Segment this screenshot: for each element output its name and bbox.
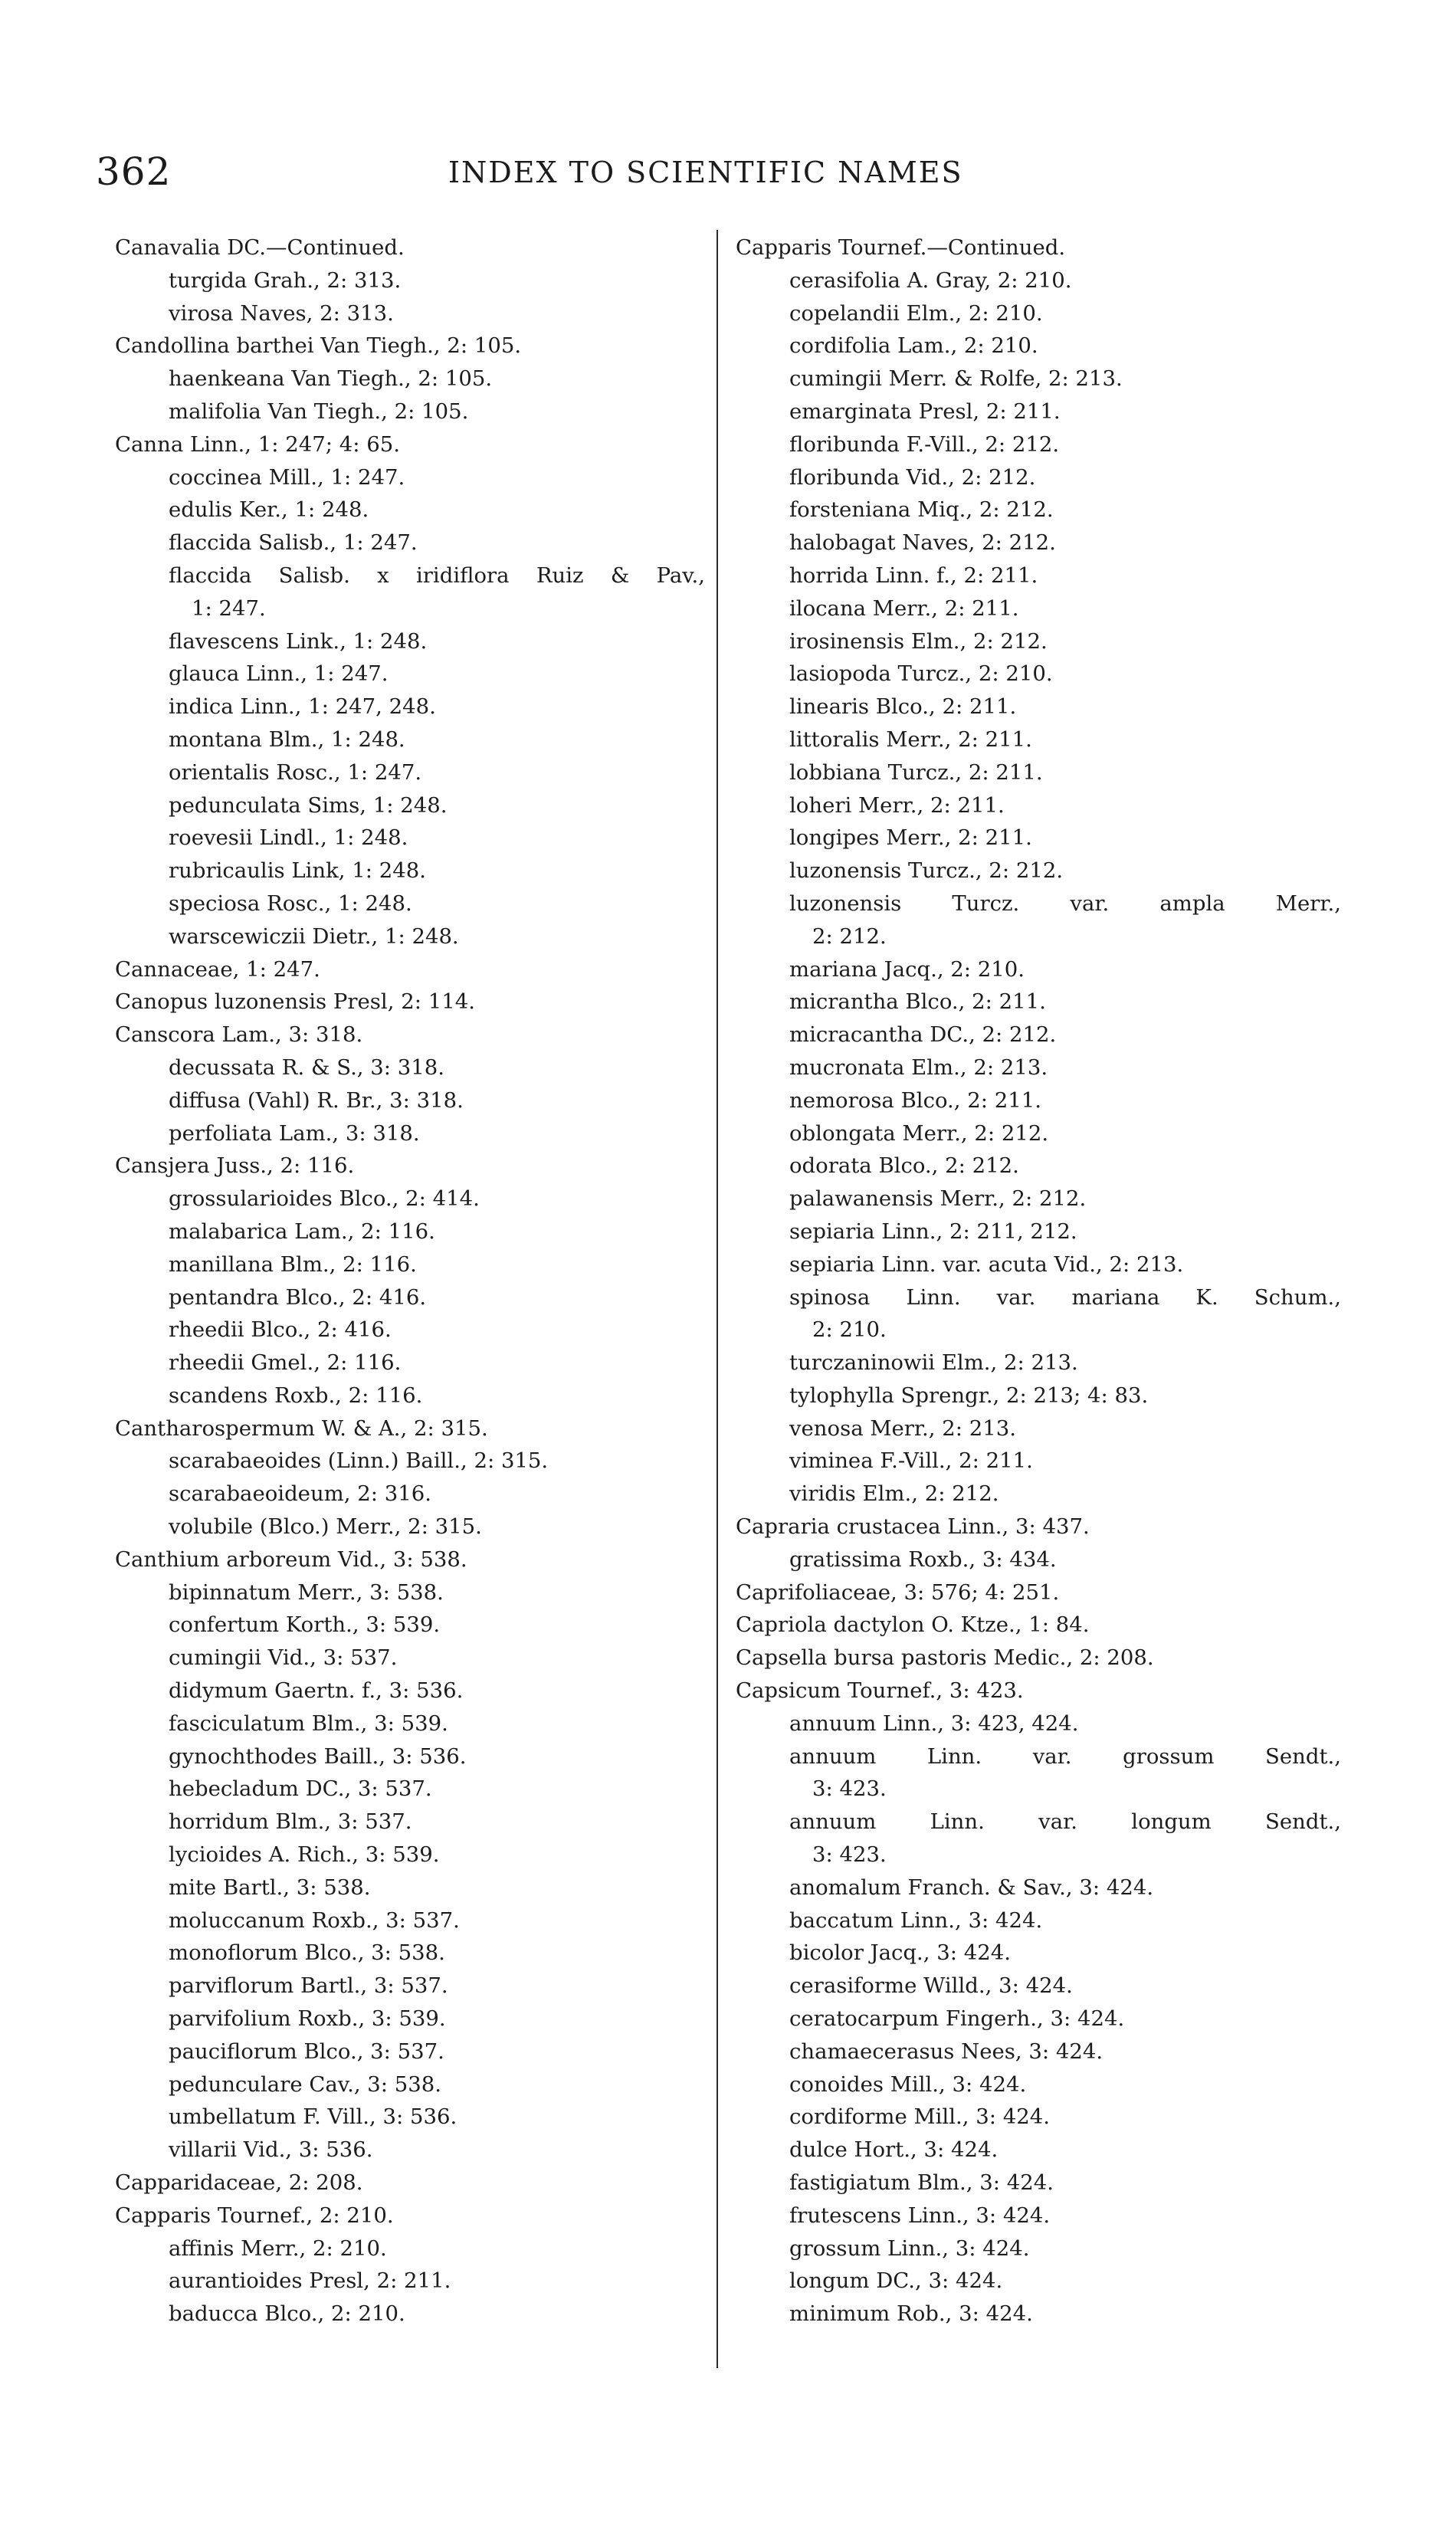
index-sub-entry: micracantha DC., 2: 212. [789,1022,1057,1048]
index-sub-entry: longipes Merr., 2: 211. [789,825,1032,851]
index-sub-entry: forsteniana Miq., 2: 212. [789,497,1054,523]
index-sub-entry: 2: 210. [812,1317,887,1343]
index-sub-entry: annuum Linn. var. grossum Sendt., [789,1743,1341,1769]
index-sub-entry: turczaninowii Elm., 2: 213. [789,1350,1078,1376]
index-sub-entry: spinosa Linn. var. mariana K. Schum., [789,1284,1341,1310]
index-sub-entry: parviflorum Bartl., 3: 537. [169,1973,448,1999]
index-sub-entry: lobbiana Turcz., 2: 211. [789,759,1043,785]
index-sub-entry: virosa Naves, 2: 313. [169,300,394,326]
index-sub-entry: grossum Linn., 3: 424. [789,2235,1030,2261]
index-sub-entry: speciosa Rosc., 1: 248. [169,891,412,916]
index-sub-entry: nemorosa Blco., 2: 211. [789,1087,1042,1113]
index-sub-entry: longum DC., 3: 424. [789,2268,1003,2294]
index-heading-entry: Capparidaceae, 2: 208. [115,2170,363,2196]
index-sub-entry: scarabaeoideum, 2: 316. [169,1481,431,1507]
index-sub-entry: rheedii Gmel., 2: 116. [169,1350,402,1376]
index-sub-entry: warscewiczii Dietr., 1: 248. [169,923,459,949]
index-heading-entry: Capraria crustacea Linn., 3: 437. [736,1514,1090,1540]
index-heading-entry: Cantharospermum W. & A., 2: 315. [115,1415,488,1441]
index-heading-entry: Canopus luzonensis Presl, 2: 114. [115,989,475,1015]
index-sub-entry: bipinnatum Merr., 3: 538. [169,1579,444,1605]
index-sub-entry: hebecladum DC., 3: 537. [169,1776,432,1802]
index-sub-entry: turgida Grah., 2: 313. [169,267,402,293]
index-sub-entry: conoides Mill., 3: 424. [789,2071,1027,2097]
index-sub-entry: lasiopoda Turcz., 2: 210. [789,661,1053,687]
index-sub-entry: mariana Jacq., 2: 210. [789,956,1025,982]
index-sub-entry: umbellatum F. Vill., 3: 536. [169,2104,457,2130]
index-heading-entry: Capsella bursa pastoris Medic., 2: 208. [736,1645,1154,1671]
index-sub-entry: irosinensis Elm., 2: 212. [789,628,1048,654]
index-sub-entry: ceratocarpum Fingerh., 3: 424. [789,2006,1125,2032]
index-sub-entry: frutescens Linn., 3: 424. [789,2203,1051,2228]
index-sub-entry: emarginata Presl, 2: 211. [789,399,1061,424]
index-sub-entry: gratissima Roxb., 3: 434. [789,1547,1057,1572]
index-sub-entry: coccinea Mill., 1: 247. [169,464,405,490]
index-sub-entry: sepiaria Linn., 2: 211, 212. [789,1219,1077,1244]
index-sub-entry: 3: 423. [812,1776,887,1802]
index-sub-entry: affinis Merr., 2: 210. [169,2235,387,2261]
index-sub-entry: malabarica Lam., 2: 116. [169,1219,435,1244]
index-sub-entry: gynochthodes Baill., 3: 536. [169,1743,467,1769]
index-sub-entry: viminea F.-Vill., 2: 211. [789,1448,1033,1474]
index-heading-entry: Capparis Tournef.—Continued. [736,235,1066,260]
index-sub-entry: lycioides A. Rich., 3: 539. [169,1842,440,1868]
index-sub-entry: didymum Gaertn. f., 3: 536. [169,1678,464,1704]
index-sub-entry: orientalis Rosc., 1: 247. [169,759,422,785]
index-sub-entry: confertum Korth., 3: 539. [169,1612,441,1638]
index-sub-entry: malifolia Van Tiegh., 2: 105. [169,399,469,424]
page-number: 362 [96,149,172,194]
index-sub-entry: roevesii Lindl., 1: 248. [169,825,408,851]
index-heading-entry: Canna Linn., 1: 247; 4: 65. [115,431,400,457]
index-sub-entry: flaccida Salisb. x iridiflora Ruiz & Pav., [169,563,705,588]
index-sub-entry: palawanensis Merr., 2: 212. [789,1186,1087,1212]
left-column [115,231,705,2331]
index-sub-entry: anomalum Franch. & Sav., 3: 424. [789,1875,1154,1900]
index-sub-entry: pedunculare Cav., 3: 538. [169,2071,442,2097]
index-sub-entry: viridis Elm., 2: 212. [789,1481,999,1507]
index-sub-entry: littoralis Merr., 2: 211. [789,727,1032,752]
index-sub-entry: scandens Roxb., 2: 116. [169,1383,423,1408]
index-heading-entry: Capsicum Tournef., 3: 423. [736,1678,1024,1704]
index-sub-entry: annuum Linn. var. longum Sendt., [789,1809,1341,1835]
index-sub-entry: haenkeana Van Tiegh., 2: 105. [169,366,493,392]
index-heading-entry: Capriola dactylon O. Ktze., 1: 84. [736,1612,1090,1638]
index-heading-entry: Cansjera Juss., 2: 116. [115,1153,355,1179]
index-sub-entry: aurantioides Presl, 2: 211. [169,2268,451,2294]
index-sub-entry: sepiaria Linn. var. acuta Vid., 2: 213. [789,1251,1184,1277]
index-sub-entry: floribunda Vid., 2: 212. [789,464,1036,490]
index-sub-entry: micrantha Blco., 2: 211. [789,989,1046,1015]
index-sub-entry: linearis Blco., 2: 211. [789,694,1017,720]
index-sub-entry: cerasiforme Willd., 3: 424. [789,1973,1073,1999]
index-sub-entry: luzonensis Turcz., 2: 212. [789,858,1064,884]
index-sub-entry: fasciculatum Blm., 3: 539. [169,1711,448,1736]
index-sub-entry: dulce Hort., 3: 424. [789,2137,999,2163]
index-sub-entry: oblongata Merr., 2: 212. [789,1120,1049,1146]
index-sub-entry: cerasifolia A. Gray, 2: 210. [789,267,1072,293]
right-column [736,231,1341,2331]
index-sub-entry: decussata R. & S., 3: 318. [169,1055,445,1080]
index-sub-entry: tylophylla Sprengr., 2: 213; 4: 83. [789,1383,1149,1408]
index-sub-entry: mite Bartl., 3: 538. [169,1875,371,1900]
index-sub-entry: cumingii Merr. & Rolfe, 2: 213. [789,366,1123,392]
index-heading-entry: Cannaceae, 1: 247. [115,956,320,982]
index-sub-entry: loheri Merr., 2: 211. [789,792,1005,818]
index-sub-entry: luzonensis Turcz. var. ampla Merr., [789,891,1341,916]
index-sub-entry: flavescens Link., 1: 248. [169,628,428,654]
index-sub-entry: moluccanum Roxb., 3: 537. [169,1907,460,1933]
index-sub-entry: baccatum Linn., 3: 424. [789,1907,1043,1933]
index-sub-entry: cumingii Vid., 3: 537. [169,1645,398,1671]
index-sub-entry: fastigiatum Blm., 3: 424. [789,2170,1054,2196]
index-sub-entry: minimum Rob., 3: 424. [789,2301,1033,2327]
index-sub-entry: chamaecerasus Nees, 3: 424. [789,2039,1103,2064]
index-heading-entry: Canavalia DC.—Continued. [115,235,405,260]
index-sub-entry: rheedii Blco., 2: 416. [169,1317,392,1343]
index-heading-entry: Candollina barthei Van Tiegh., 2: 105. [115,333,522,359]
index-sub-entry: horrida Linn. f., 2: 211. [789,563,1038,588]
index-sub-entry: 1: 247. [192,595,266,621]
index-sub-entry: pedunculata Sims, 1: 248. [169,792,448,818]
index-sub-entry: annuum Linn., 3: 423, 424. [789,1711,1079,1736]
index-sub-entry: horridum Blm., 3: 537. [169,1809,412,1835]
index-sub-entry: bicolor Jacq., 3: 424. [789,1940,1011,1966]
index-sub-entry: mucronata Elm., 2: 213. [789,1055,1048,1080]
index-sub-entry: cordiforme Mill., 3: 424. [789,2104,1050,2130]
index-sub-entry: indica Linn., 1: 247, 248. [169,694,436,720]
index-sub-entry: diffusa (Vahl) R. Br., 3: 318. [169,1087,464,1113]
index-sub-entry: venosa Merr., 2: 213. [789,1415,1016,1441]
index-sub-entry: 3: 423. [812,1842,887,1868]
index-sub-entry: villarii Vid., 3: 536. [169,2137,373,2163]
index-sub-entry: 2: 212. [812,923,887,949]
index-sub-entry: parvifolium Roxb., 3: 539. [169,2006,446,2032]
index-sub-entry: edulis Ker., 1: 248. [169,497,369,523]
index-heading-entry: Caprifoliaceae, 3: 576; 4: 251. [736,1579,1060,1605]
index-sub-entry: volubile (Blco.) Merr., 2: 315. [169,1514,482,1540]
page-header [96,149,1353,195]
index-sub-entry: pentandra Blco., 2: 416. [169,1284,427,1310]
index-sub-entry: scarabaeoides (Linn.) Baill., 2: 315. [169,1448,549,1474]
index-sub-entry: montana Blm., 1: 248. [169,727,405,752]
index-sub-entry: ilocana Merr., 2: 211. [789,595,1019,621]
index-sub-entry: glauca Linn., 1: 247. [169,661,389,687]
index-sub-entry: grossularioides Blco., 2: 414. [169,1186,480,1212]
index-sub-entry: monoflorum Blco., 3: 538. [169,1940,445,1966]
index-sub-entry: floribunda F.-Vill., 2: 212. [789,431,1060,457]
page-title: INDEX TO SCIENTIFIC NAMES [448,156,963,189]
index-sub-entry: cordifolia Lam., 2: 210. [789,333,1038,359]
index-sub-entry: copelandii Elm., 2: 210. [789,300,1043,326]
index-sub-entry: manillana Blm., 2: 116. [169,1251,417,1277]
index-heading-entry: Canscora Lam., 3: 318. [115,1022,363,1048]
index-sub-entry: baducca Blco., 2: 210. [169,2301,405,2327]
index-heading-entry: Capparis Tournef., 2: 210. [115,2203,394,2228]
index-sub-entry: odorata Blco., 2: 212. [789,1153,1019,1179]
index-sub-entry: flaccida Salisb., 1: 247. [169,530,418,556]
index-sub-entry: rubricaulis Link, 1: 248. [169,858,427,884]
index-heading-entry: Canthium arboreum Vid., 3: 538. [115,1547,467,1572]
column-divider [717,230,718,2368]
index-sub-entry: perfoliata Lam., 3: 318. [169,1120,420,1146]
index-sub-entry: halobagat Naves, 2: 212. [789,530,1056,556]
index-sub-entry: pauciflorum Blco., 3: 537. [169,2039,444,2064]
